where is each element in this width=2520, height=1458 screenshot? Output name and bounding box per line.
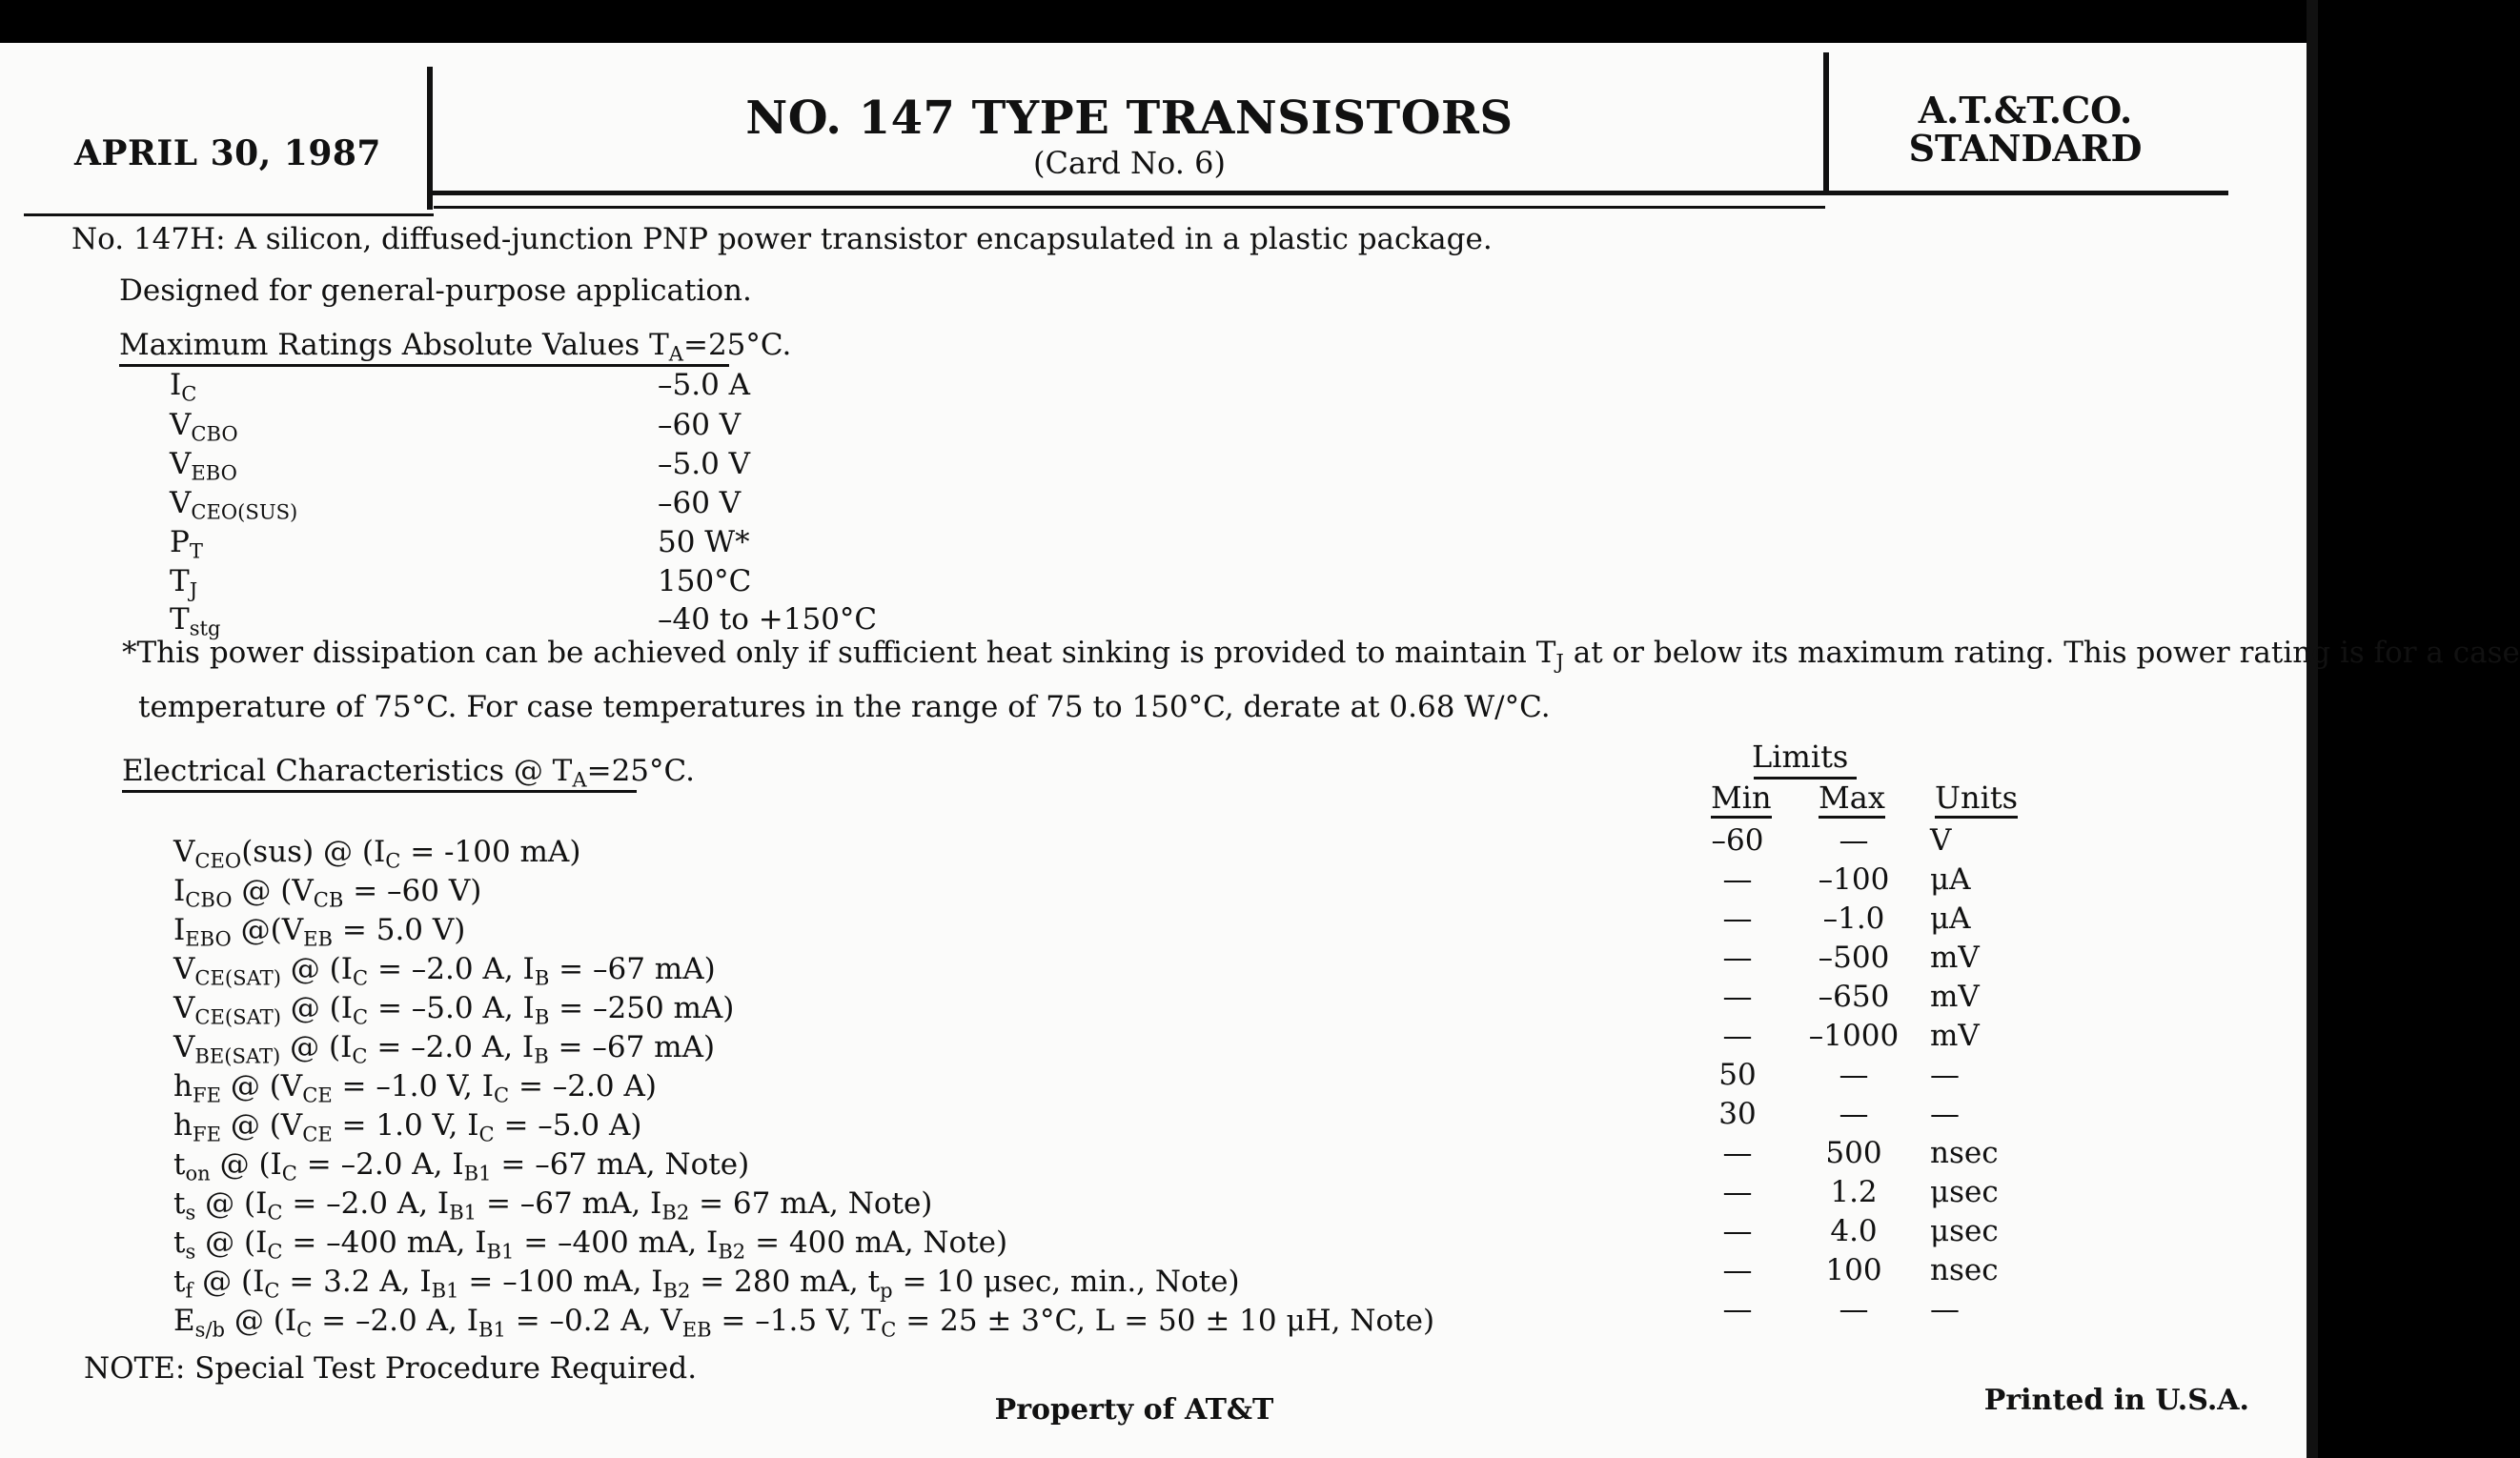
condition-subscript: C bbox=[385, 848, 401, 873]
limit-units-value: nsec bbox=[1930, 1253, 1999, 1287]
header-rule-mid bbox=[434, 206, 1825, 209]
condition-text: = –0.2 A, V bbox=[505, 1304, 682, 1338]
condition-subscript: B bbox=[534, 1004, 550, 1029]
condition-text: V bbox=[173, 952, 195, 986]
limit-max-value: 1.2 bbox=[1830, 1175, 1878, 1209]
characteristic-condition bbox=[173, 874, 482, 912]
header-rule-left bbox=[24, 213, 434, 216]
rating-row bbox=[170, 525, 932, 564]
rating-value: –60 V bbox=[658, 486, 742, 520]
rating-symbol-sub: CEO(SUS) bbox=[191, 499, 298, 524]
characteristic-row bbox=[173, 1069, 2080, 1108]
limit-max-value: — bbox=[1839, 1097, 1869, 1131]
condition-subscript: B1 bbox=[478, 1317, 506, 1342]
condition-text: @(V bbox=[231, 913, 304, 947]
intro-application: Designed for general-purpose application. bbox=[119, 273, 752, 308]
footnote-text-a: *This power dissipation can be achieved only if sufficient heat sinking is provided to maintain T bbox=[122, 636, 1556, 670]
condition-subscript: CE(SAT) bbox=[194, 1004, 281, 1029]
limit-max-value: 100 bbox=[1825, 1253, 1882, 1287]
limit-max-value: 4.0 bbox=[1830, 1214, 1878, 1248]
rating-symbol-sub: T bbox=[189, 538, 203, 563]
rating-value: –60 V bbox=[658, 408, 742, 442]
condition-text: = –2.0 A) bbox=[509, 1069, 657, 1104]
condition-subscript: FE bbox=[192, 1083, 221, 1107]
condition-text: t bbox=[173, 1186, 186, 1221]
characteristic-condition bbox=[173, 1108, 642, 1146]
limit-max-value: –100 bbox=[1818, 862, 1890, 897]
rating-value: –5.0 A bbox=[658, 368, 751, 402]
condition-text: V bbox=[173, 835, 195, 869]
condition-text: = –5.0 A, I bbox=[368, 991, 535, 1025]
limit-max-value: 500 bbox=[1825, 1136, 1882, 1170]
condition-subscript: CB bbox=[313, 887, 344, 912]
characteristic-condition bbox=[173, 913, 466, 951]
condition-subscript: p bbox=[880, 1278, 893, 1303]
condition-subscript: CEO bbox=[194, 848, 242, 873]
rating-symbol-base: I bbox=[170, 368, 182, 402]
condition-subscript: C bbox=[267, 1239, 283, 1264]
limit-units-value: mV bbox=[1930, 1019, 1980, 1053]
limit-units-value: nsec bbox=[1930, 1136, 1999, 1170]
condition-text: @ (V bbox=[220, 1069, 303, 1104]
condition-text: = 10 μsec, min., Note) bbox=[892, 1265, 1240, 1299]
condition-subscript: B bbox=[534, 1043, 549, 1068]
rating-symbol-base: T bbox=[170, 602, 190, 637]
rating-row bbox=[170, 564, 932, 603]
printed-label: Printed in U.S.A. bbox=[1983, 1384, 2249, 1417]
condition-subscript: s bbox=[185, 1200, 196, 1225]
limit-max-value: — bbox=[1839, 1058, 1869, 1092]
limit-min-value: — bbox=[1722, 1019, 1753, 1053]
property-label: Property of AT&T bbox=[994, 1393, 1274, 1427]
electrical-heading bbox=[122, 754, 695, 793]
limit-max-value: — bbox=[1839, 823, 1869, 858]
condition-subscript: CE(SAT) bbox=[194, 965, 281, 990]
characteristic-row bbox=[173, 835, 2080, 874]
rating-symbol-base: V bbox=[170, 447, 192, 481]
condition-subscript: B bbox=[534, 965, 550, 990]
condition-subscript: C bbox=[352, 965, 369, 990]
limit-min-value: — bbox=[1722, 1292, 1753, 1326]
condition-subscript: B2 bbox=[718, 1239, 746, 1264]
max-column-header: Max bbox=[1819, 780, 1885, 819]
condition-text: = 5.0 V) bbox=[333, 913, 466, 947]
rating-symbol-base: T bbox=[170, 564, 190, 598]
rating-value: 50 W* bbox=[658, 525, 750, 559]
condition-text: = 1.0 V, I bbox=[332, 1108, 479, 1143]
condition-text: V bbox=[173, 991, 195, 1025]
limit-min-value: — bbox=[1722, 941, 1753, 975]
condition-subscript: BE(SAT) bbox=[194, 1043, 281, 1068]
condition-text: @ (I bbox=[280, 1030, 353, 1064]
condition-text: = –1.5 V, T bbox=[711, 1304, 882, 1338]
condition-text: = –67 mA, I bbox=[477, 1186, 662, 1221]
limits-label: Limits bbox=[1752, 739, 1849, 775]
condition-subscript: s/b bbox=[194, 1317, 226, 1342]
condition-subscript: EBO bbox=[185, 926, 232, 951]
characteristic-row bbox=[173, 1147, 2080, 1186]
condition-text: t bbox=[173, 1147, 186, 1182]
characteristic-row bbox=[173, 913, 2080, 952]
limit-min-value: — bbox=[1722, 980, 1753, 1014]
rating-symbol-sub: J bbox=[189, 577, 198, 602]
condition-text: @ (V bbox=[220, 1108, 303, 1143]
right-edge-shadow bbox=[2307, 0, 2318, 1458]
rating-symbol bbox=[170, 564, 198, 602]
condition-subscript: f bbox=[185, 1278, 193, 1303]
characteristic-condition bbox=[173, 1030, 716, 1068]
condition-text: = –2.0 A, I bbox=[312, 1304, 478, 1338]
condition-subscript: s bbox=[185, 1239, 196, 1264]
header-divider-left bbox=[427, 67, 433, 210]
rating-symbol-base: V bbox=[170, 486, 192, 520]
condition-subscript: C bbox=[281, 1161, 297, 1185]
standard-label bbox=[1859, 91, 2192, 168]
condition-subscript: on bbox=[185, 1161, 211, 1185]
power-footnote-line-2: temperature of 75°C. For case temperatures in the range of 75 to 150°C, derate at 0.68 W/°C. bbox=[138, 690, 1551, 724]
rating-symbol bbox=[170, 408, 238, 446]
condition-subscript: C bbox=[352, 1004, 369, 1029]
condition-subscript: C bbox=[267, 1200, 283, 1225]
limit-max-value: –1.0 bbox=[1822, 901, 1885, 936]
limit-min-value: — bbox=[1722, 862, 1753, 897]
condition-subscript: B1 bbox=[449, 1200, 478, 1225]
rating-value: 150°C bbox=[658, 564, 752, 598]
condition-text: = –67 mA) bbox=[548, 1030, 716, 1064]
limit-max-value: –500 bbox=[1818, 941, 1890, 975]
limit-min-value: — bbox=[1722, 1253, 1753, 1287]
units-column-header: Units bbox=[1935, 780, 2018, 819]
condition-text: h bbox=[173, 1069, 193, 1104]
rating-symbol-base: P bbox=[170, 525, 190, 559]
rating-value: –5.0 V bbox=[658, 447, 751, 481]
limit-min-value: — bbox=[1722, 1136, 1753, 1170]
condition-text: (sus) @ (I bbox=[241, 835, 386, 869]
rating-symbol bbox=[170, 525, 203, 563]
condition-text: @ (I bbox=[280, 952, 353, 986]
electrical-heading-sub: A bbox=[572, 767, 587, 792]
condition-text: = –2.0 A, I bbox=[368, 952, 535, 986]
limit-min-value: — bbox=[1722, 1175, 1753, 1209]
electrical-heading-prefix: Electrical Characteristics @ T bbox=[122, 754, 573, 788]
standard-line-2: STANDARD bbox=[1908, 127, 2143, 170]
limit-units-value: μA bbox=[1930, 862, 1971, 897]
limit-units-value: μsec bbox=[1930, 1175, 1999, 1209]
characteristic-row bbox=[173, 1265, 2080, 1304]
footnote-text-b: at or below its maximum rating. This power rating is for a case bbox=[1563, 636, 2520, 670]
condition-text: = –2.0 A, I bbox=[296, 1147, 464, 1182]
power-footnote-line-1 bbox=[122, 636, 2520, 674]
condition-subscript: C bbox=[881, 1317, 897, 1342]
condition-text: = –2.0 A, I bbox=[367, 1030, 535, 1064]
rating-row bbox=[170, 408, 932, 447]
min-column-header: Min bbox=[1711, 780, 1772, 819]
condition-text: = –1.0 V, I bbox=[332, 1069, 494, 1104]
condition-subscript: C bbox=[352, 1043, 368, 1068]
standard-line-1: A.T.&T.CO. bbox=[1918, 89, 2133, 132]
condition-text: = –400 mA, I bbox=[282, 1225, 487, 1260]
max-ratings-heading-suffix: =25°C. bbox=[682, 328, 792, 362]
characteristic-condition bbox=[173, 1304, 1435, 1342]
condition-text: = –400 mA, I bbox=[514, 1225, 719, 1260]
characteristic-row bbox=[173, 874, 2080, 913]
rating-row bbox=[170, 368, 932, 407]
intro-description: No. 147H: A silicon, diffused-junction PNP power transistor encapsulated in a plastic package. bbox=[71, 222, 1493, 256]
page-title: NO. 147 TYPE TRANSISTORS bbox=[745, 91, 1514, 145]
condition-text: = 3.2 A, I bbox=[279, 1265, 432, 1299]
rating-symbol bbox=[170, 368, 197, 406]
condition-subscript: C bbox=[493, 1083, 510, 1107]
condition-subscript: FE bbox=[192, 1122, 221, 1146]
rating-symbol bbox=[170, 486, 298, 524]
condition-subscript: C bbox=[478, 1122, 495, 1146]
condition-subscript: C bbox=[264, 1278, 280, 1303]
condition-text: E bbox=[173, 1304, 195, 1338]
condition-subscript: CE bbox=[302, 1122, 333, 1146]
electrical-heading-suffix: =25°C. bbox=[586, 754, 695, 788]
condition-text: @ (I bbox=[225, 1304, 297, 1338]
limit-units-value: — bbox=[1930, 1292, 1960, 1326]
characteristic-row bbox=[173, 1225, 2080, 1265]
characteristic-condition bbox=[173, 835, 581, 873]
special-test-note: NOTE: Special Test Procedure Required. bbox=[84, 1351, 698, 1386]
characteristic-condition bbox=[173, 952, 716, 990]
condition-text: = –5.0 A) bbox=[494, 1108, 642, 1143]
limit-units-value: — bbox=[1930, 1058, 1960, 1092]
characteristic-condition bbox=[173, 1265, 1240, 1303]
condition-subscript: B2 bbox=[662, 1278, 691, 1303]
condition-text: = 67 mA, Note) bbox=[689, 1186, 933, 1221]
condition-text: = 280 mA, t bbox=[690, 1265, 881, 1299]
condition-text: = -100 mA) bbox=[400, 835, 581, 869]
characteristic-condition bbox=[173, 1225, 1008, 1264]
limit-max-value: –1000 bbox=[1808, 1019, 1900, 1053]
rating-row bbox=[170, 447, 932, 486]
limit-min-value: — bbox=[1722, 901, 1753, 936]
footnote-sub: J bbox=[1555, 649, 1564, 674]
rating-row bbox=[170, 486, 932, 525]
condition-subscript: CBO bbox=[185, 887, 233, 912]
characteristic-row bbox=[173, 1304, 2080, 1343]
rating-symbol-sub: CBO bbox=[191, 421, 238, 446]
condition-text: h bbox=[173, 1108, 193, 1143]
condition-text: t bbox=[173, 1265, 186, 1299]
limit-units-value: — bbox=[1930, 1097, 1960, 1131]
characteristic-row bbox=[173, 1030, 2080, 1069]
header-divider-right bbox=[1823, 52, 1829, 193]
limit-min-value: –60 bbox=[1711, 823, 1764, 858]
limit-units-value: μA bbox=[1930, 901, 1971, 936]
condition-text: @ (I bbox=[280, 991, 353, 1025]
condition-text: I bbox=[173, 913, 186, 947]
rating-symbol bbox=[170, 447, 237, 485]
rating-symbol bbox=[170, 602, 221, 640]
condition-subscript: CE bbox=[302, 1083, 333, 1107]
condition-text: t bbox=[173, 1225, 186, 1260]
condition-subscript: B2 bbox=[661, 1200, 690, 1225]
characteristic-condition bbox=[173, 1186, 933, 1225]
rating-symbol-sub: EBO bbox=[191, 460, 237, 485]
limit-units-value: μsec bbox=[1930, 1214, 1999, 1248]
condition-text: = 400 mA, Note) bbox=[745, 1225, 1008, 1260]
condition-text: = –100 mA, I bbox=[458, 1265, 663, 1299]
condition-subscript: B1 bbox=[431, 1278, 459, 1303]
condition-text: = –2.0 A, I bbox=[282, 1186, 450, 1221]
issue-date: APRIL 30, 1987 bbox=[74, 133, 381, 173]
condition-subscript: B1 bbox=[486, 1239, 515, 1264]
condition-text: @ (I bbox=[195, 1186, 268, 1221]
rating-symbol-sub: C bbox=[181, 381, 197, 406]
condition-subscript: EB bbox=[303, 926, 334, 951]
rating-symbol-base: V bbox=[170, 408, 192, 442]
condition-text: @ (V bbox=[232, 874, 314, 908]
characteristic-row bbox=[173, 1186, 2080, 1225]
max-ratings-heading bbox=[119, 328, 792, 367]
card-number: (Card No. 6) bbox=[1033, 145, 1226, 181]
condition-text: = –250 mA) bbox=[549, 991, 735, 1025]
limit-min-value: — bbox=[1722, 1214, 1753, 1248]
condition-text: I bbox=[173, 874, 186, 908]
characteristic-condition bbox=[173, 1069, 657, 1107]
limit-min-value: 50 bbox=[1718, 1058, 1757, 1092]
condition-subscript: EB bbox=[681, 1317, 712, 1342]
limit-min-value: 30 bbox=[1718, 1097, 1757, 1131]
rating-value: –40 to +150°C bbox=[658, 602, 878, 637]
limit-units-value: mV bbox=[1930, 980, 1980, 1014]
condition-text: @ (I bbox=[195, 1225, 268, 1260]
characteristic-row bbox=[173, 952, 2080, 991]
characteristic-row bbox=[173, 1108, 2080, 1147]
characteristic-condition bbox=[173, 1147, 750, 1185]
max-ratings-heading-prefix: Maximum Ratings Absolute Values T bbox=[119, 328, 669, 362]
max-ratings-heading-sub: A bbox=[668, 341, 683, 366]
condition-subscript: C bbox=[296, 1317, 313, 1342]
condition-subscript: B1 bbox=[463, 1161, 492, 1185]
condition-text: = –67 mA, Note) bbox=[491, 1147, 750, 1182]
condition-text: = –67 mA) bbox=[549, 952, 716, 986]
condition-text: @ (I bbox=[210, 1147, 282, 1182]
rating-symbol-sub: stg bbox=[189, 616, 221, 640]
limit-max-value: — bbox=[1839, 1292, 1869, 1326]
characteristic-condition bbox=[173, 991, 735, 1029]
limit-max-value: –650 bbox=[1818, 980, 1890, 1014]
header-rule-main bbox=[427, 191, 2228, 195]
condition-text: = –60 V) bbox=[343, 874, 482, 908]
limit-units-value: V bbox=[1930, 823, 1952, 858]
condition-text: @ (I bbox=[193, 1265, 265, 1299]
limit-units-value: mV bbox=[1930, 941, 1980, 975]
condition-text: V bbox=[173, 1030, 195, 1064]
characteristic-row bbox=[173, 991, 2080, 1030]
condition-text: = 25 ± 3°C, L = 50 ± 10 μH, Note) bbox=[896, 1304, 1435, 1338]
